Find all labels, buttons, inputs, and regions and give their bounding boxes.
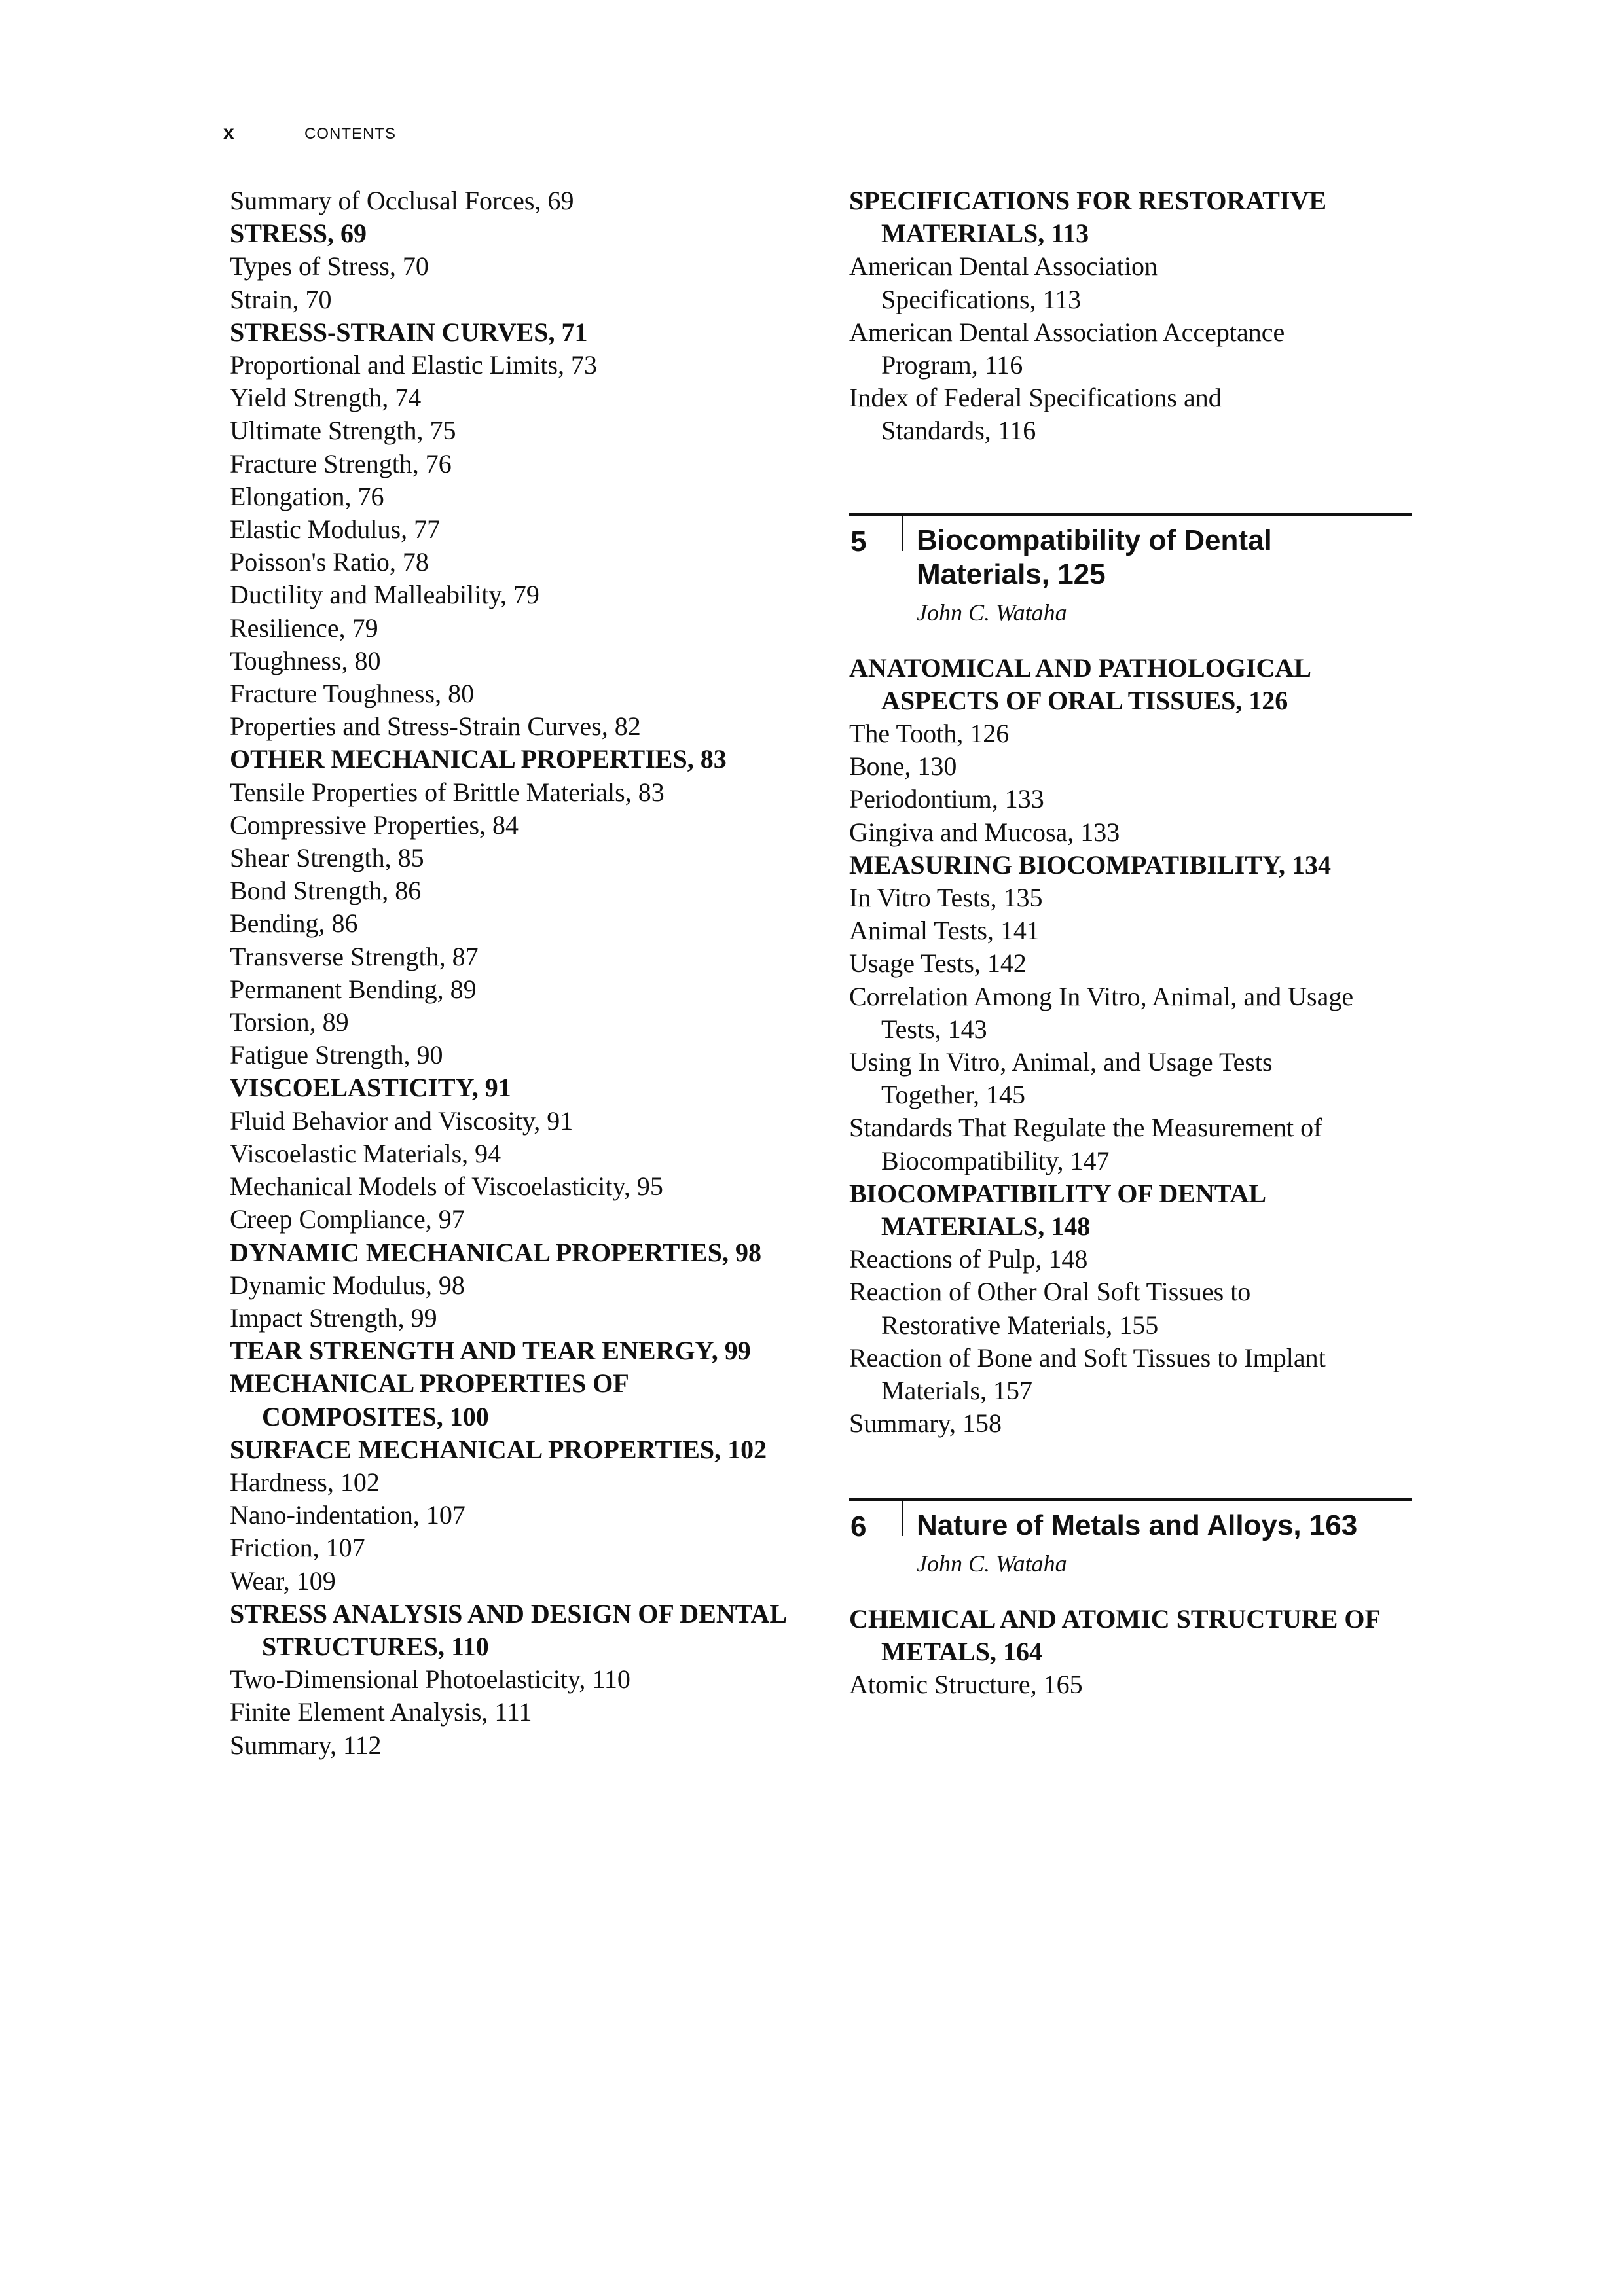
toc-entry: Usage Tests, 142: [849, 948, 1027, 978]
toc-section-heading: MATERIALS, 113: [881, 219, 1089, 249]
toc-entry: Using In Vitro, Animal, and Usage Tests: [849, 1047, 1273, 1077]
right-column: [849, 185, 1438, 1701]
toc-section-heading: MATERIALS, 148: [881, 1211, 1091, 1242]
toc-entry: Biocompatibility, 147: [881, 1145, 1110, 1175]
chapter-title: [917, 1501, 1412, 1543]
toc-entries: [849, 652, 1438, 1441]
chapter-author: John C. Wataha: [917, 1550, 1067, 1577]
toc-entry: Index of Federal Specifications and: [849, 383, 1222, 413]
toc-section-heading: SPECIFICATIONS FOR RESTORATIVE: [849, 186, 1327, 215]
toc-entry: Permanent Bending, 89: [230, 974, 477, 1004]
toc-entry: Standards, 116: [881, 416, 1036, 446]
chapter-5-heading: [849, 513, 1412, 628]
toc-entry: Standards That Regulate the Measurement of: [849, 1113, 1322, 1143]
toc-entry: Yield Strength, 74: [230, 383, 422, 413]
toc-section-heading: STRESS ANALYSIS AND DESIGN OF DENTAL: [230, 1598, 788, 1628]
toc-entry: Tests, 143: [881, 1014, 987, 1044]
chapter-number: 6: [850, 1510, 867, 1543]
toc-section-heading: TEAR STRENGTH AND TEAR ENERGY, 99: [230, 1336, 751, 1366]
toc-entry: Finite Element Analysis, 111: [230, 1697, 532, 1727]
toc-entry: Reactions of Pulp, 148: [849, 1244, 1088, 1274]
running-head: [223, 122, 396, 148]
toc-entry: Types of Stress, 70: [230, 251, 429, 281]
toc-section-heading: DYNAMIC MECHANICAL PROPERTIES, 98: [230, 1237, 761, 1267]
toc-entry: Creep Compliance, 97: [230, 1204, 465, 1234]
toc-entry: Tensile Properties of Brittle Materials, 83: [230, 777, 665, 807]
toc-entry: Correlation Among In Vitro, Animal, and Usage: [849, 981, 1354, 1011]
toc-entry: American Dental Association: [849, 251, 1158, 281]
toc-section-heading: COMPOSITES, 100: [262, 1401, 489, 1431]
toc-entries: [230, 185, 819, 1762]
toc-entry: Periodontium, 133: [849, 784, 1044, 814]
toc-entry: Viscoelastic Materials, 94: [230, 1138, 501, 1168]
toc-section-heading: ASPECTS OF ORAL TISSUES, 126: [881, 685, 1288, 715]
toc-entry: Nano-indentation, 107: [230, 1500, 465, 1530]
toc-section-heading: VISCOELASTICITY, 91: [230, 1073, 511, 1103]
toc-entry: Elongation, 76: [230, 481, 384, 511]
toc-entry: Animal Tests, 141: [849, 916, 1040, 946]
chapter-author: John C. Wataha: [917, 599, 1067, 626]
toc-entry: Reaction of Other Oral Soft Tissues to: [849, 1277, 1251, 1307]
page-number: x: [223, 122, 234, 143]
toc-entry: Program, 116: [881, 350, 1023, 380]
toc-section-heading: SURFACE MECHANICAL PROPERTIES, 102: [230, 1434, 767, 1464]
toc-entry: Fracture Strength, 76: [230, 448, 452, 478]
chapter-rule: [902, 1498, 903, 1536]
toc-section-heading: MEASURING BIOCOMPATIBILITY, 134: [849, 850, 1332, 880]
toc-entries: [849, 1603, 1438, 1702]
toc-entry: American Dental Association Acceptance: [849, 317, 1285, 347]
toc-entry: Transverse Strength, 87: [230, 941, 479, 971]
toc-entry: Two-Dimensional Photoelasticity, 110: [230, 1664, 630, 1695]
toc-entry: Elastic Modulus, 77: [230, 514, 441, 545]
toc-entries: [849, 185, 1438, 448]
toc-entry: Strain, 70: [230, 284, 332, 314]
chapter-number: 5: [850, 525, 867, 558]
chapter-title-line: Materials, 125: [917, 558, 1106, 590]
toc-section-heading: STRUCTURES, 110: [262, 1631, 489, 1661]
toc-entry: Proportional and Elastic Limits, 73: [230, 350, 598, 380]
chapter-6-heading: [849, 1498, 1412, 1579]
toc-entry: Torsion, 89: [230, 1007, 349, 1037]
toc-entry: Fatigue Strength, 90: [230, 1040, 443, 1070]
toc-entry: The Tooth, 126: [849, 719, 1010, 749]
chapter-title-line: Biocompatibility of Dental: [917, 524, 1272, 556]
toc-entry: Friction, 107: [230, 1533, 365, 1563]
toc-entry: Fracture Toughness, 80: [230, 679, 475, 709]
toc-entry: Wear, 109: [230, 1566, 336, 1596]
chapter-rule: [902, 513, 903, 551]
toc-entry: Mechanical Models of Viscoelasticity, 95: [230, 1172, 663, 1202]
toc-entry: Restorative Materials, 155: [881, 1310, 1159, 1340]
toc-entry: Ultimate Strength, 75: [230, 416, 456, 446]
toc-entry: Impact Strength, 99: [230, 1302, 437, 1333]
toc-entry: Poisson's Ratio, 78: [230, 547, 429, 577]
toc-section-heading: METALS, 164: [881, 1636, 1042, 1666]
toc-entry: Summary, 158: [849, 1408, 1002, 1439]
toc-entry: Compressive Properties, 84: [230, 810, 519, 840]
toc-entry: Ductility and Malleability, 79: [230, 580, 539, 610]
toc-section-heading: ANATOMICAL AND PATHOLOGICAL: [849, 653, 1311, 683]
toc-entry: Atomic Structure, 165: [849, 1669, 1083, 1699]
toc-entry: Reaction of Bone and Soft Tissues to Implant: [849, 1342, 1326, 1372]
toc-section-heading: MECHANICAL PROPERTIES OF: [230, 1369, 629, 1399]
chapter-title: [917, 516, 1412, 592]
toc-entry: Bone, 130: [849, 751, 957, 781]
toc-entry: Bending, 86: [230, 908, 358, 939]
toc-section-heading: OTHER MECHANICAL PROPERTIES, 83: [230, 744, 727, 774]
toc-entry: Gingiva and Mucosa, 133: [849, 817, 1120, 847]
toc-entry: Dynamic Modulus, 98: [230, 1270, 465, 1300]
toc-section-heading: BIOCOMPATIBILITY OF DENTAL: [849, 1178, 1267, 1208]
toc-entry: In Vitro Tests, 135: [849, 883, 1043, 913]
toc-section-heading: STRESS, 69: [230, 219, 367, 249]
toc-entry: Summary of Occlusal Forces, 69: [230, 186, 574, 215]
toc-entry: Summary, 112: [230, 1730, 382, 1760]
toc-entry: Hardness, 102: [230, 1467, 380, 1497]
toc-section-heading: STRESS-STRAIN CURVES, 71: [230, 317, 588, 347]
toc-entry: Materials, 157: [881, 1376, 1033, 1406]
chapter-title-line: Nature of Metals and Alloys, 163: [917, 1509, 1358, 1541]
running-head-title: CONTENTS: [304, 125, 396, 143]
toc-entry: Toughness, 80: [230, 645, 381, 675]
toc-entry: Specifications, 113: [881, 284, 1082, 314]
toc-entry: Properties and Stress-Strain Curves, 82: [230, 711, 641, 742]
toc-entry: Together, 145: [881, 1080, 1025, 1110]
toc-entry: Bond Strength, 86: [230, 876, 422, 906]
toc-section-heading: CHEMICAL AND ATOMIC STRUCTURE OF: [849, 1604, 1381, 1634]
toc-entry: Fluid Behavior and Viscosity, 91: [230, 1105, 574, 1136]
toc-entry: Resilience, 79: [230, 613, 378, 643]
left-column: [230, 185, 819, 1762]
toc-entry: Shear Strength, 85: [230, 843, 424, 873]
